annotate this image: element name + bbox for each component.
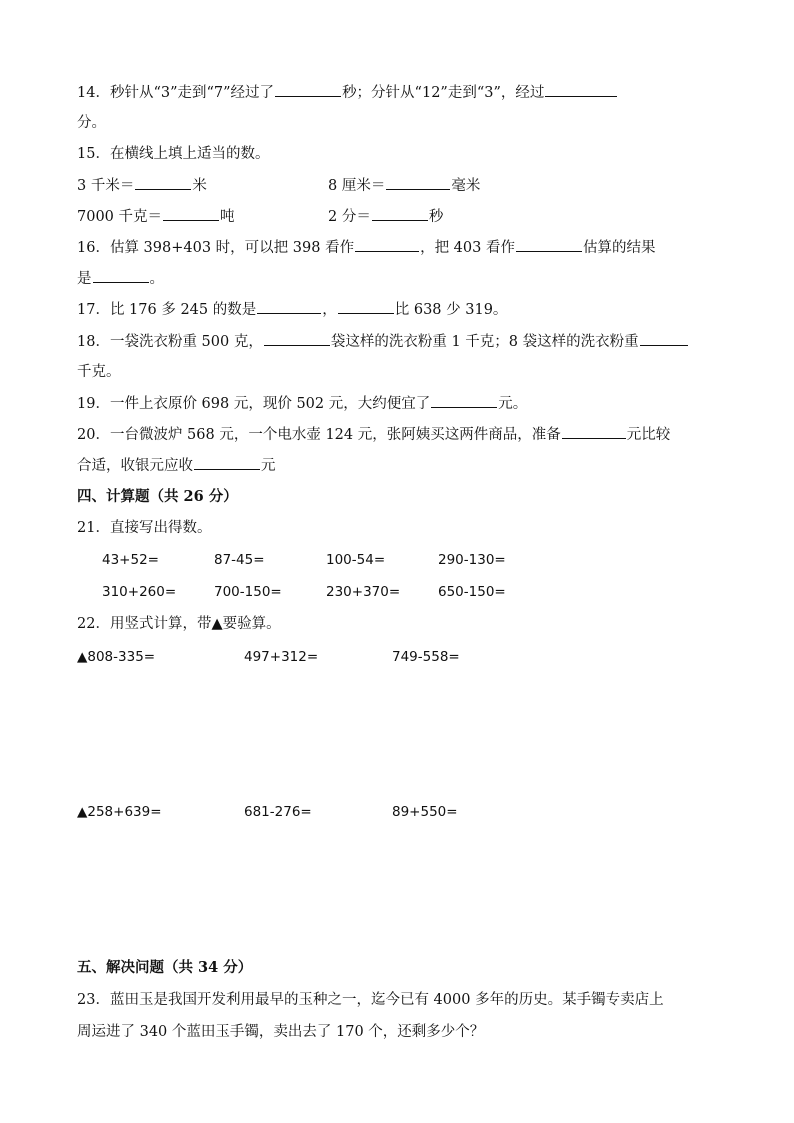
answer-blank[interactable] — [93, 268, 149, 283]
q21-expression: 87-45= — [214, 552, 265, 568]
question-19 — [77, 393, 527, 414]
question-19-text-b: 元。 — [498, 396, 528, 412]
question-14-text-c: 分。 — [77, 115, 106, 131]
question-16-text-b: ，把 403 看作 — [420, 240, 515, 256]
q21-expression: 650-150= — [438, 584, 506, 600]
question-15-r2a-pre: 7000 千克＝ — [77, 209, 163, 225]
question-14-text-b: 秒；分针从“12”走到“3”，经过 — [342, 85, 545, 101]
question-18-text-a: 18．一袋洗衣粉重 500 克， — [77, 334, 263, 350]
question-15-row-1b — [328, 175, 480, 196]
q22-expression: 749-558= — [392, 649, 460, 665]
question-15-r1a-pre: 3 千米＝ — [77, 178, 135, 194]
answer-blank[interactable] — [163, 206, 219, 221]
question-17-text-a: 17．比 176 多 245 的数是 — [77, 302, 257, 318]
question-15-r2b-post: 秒 — [428, 209, 444, 225]
answer-blank[interactable] — [264, 331, 330, 346]
question-20-text-c: 合适，收银元应收 — [77, 458, 193, 474]
question-16-text-a: 16．估算 398+403 时，可以把 398 看作 — [77, 240, 355, 256]
question-17-text-c: 比 638 少 319。 — [394, 302, 508, 318]
answer-blank[interactable] — [194, 455, 260, 470]
section-5-heading: 五、解决问题（共 34 分） — [77, 959, 253, 976]
question-15-r1a-post: 米 — [192, 178, 207, 194]
question-15-text: 15．在横线上填上适当的数。 — [77, 146, 270, 162]
question-20-line-2 — [77, 455, 276, 476]
question-20-text-b: 元比较 — [626, 427, 671, 443]
question-23-line-2: 周运进了 340 个蓝田玉手镯，卖出去了 170 个，还剩多少个？ — [77, 1024, 485, 1040]
question-14-text-a: 14．秒针从“3”走到“7”经过了 — [77, 85, 275, 101]
answer-blank[interactable] — [516, 237, 582, 252]
q22-expression: ▲258+639= — [77, 804, 162, 820]
section-4-heading: 四、计算题（共 26 分） — [77, 488, 238, 505]
q22-expression: 89+550= — [392, 804, 458, 820]
question-21-title: 21．直接写出得数。 — [77, 520, 212, 536]
q22-expression: ▲808-335= — [77, 649, 156, 665]
question-16-text-c: 估算的结果 — [582, 240, 656, 256]
question-22-title: 22．用竖式计算，带▲要验算。 — [77, 616, 281, 632]
answer-blank[interactable] — [545, 82, 617, 97]
answer-blank[interactable] — [257, 299, 321, 314]
question-14-line-2 — [77, 113, 106, 133]
q21-expression: 100-54= — [326, 552, 386, 568]
question-15-row-2a — [77, 206, 235, 227]
q21-expression: 230+370= — [326, 584, 401, 600]
question-18-text-c: 千克。 — [77, 364, 121, 380]
question-15-r1b-pre: 8 厘米＝ — [328, 178, 386, 194]
question-15-r2b-pre: 2 分＝ — [328, 209, 371, 225]
q21-expression: 310+260= — [102, 584, 177, 600]
question-18-text-b: 袋这样的洗衣粉重 1 千克；8 袋这样的洗衣粉重 — [330, 334, 639, 350]
question-18-line-2 — [77, 362, 121, 382]
answer-blank[interactable] — [386, 175, 450, 190]
answer-blank[interactable] — [372, 206, 428, 221]
question-15-r1b-post: 毫米 — [451, 178, 481, 194]
question-16-line-1 — [77, 237, 655, 258]
question-20-text-a: 20．一台微波炉 568 元，一个电水壶 124 元，张阿姨买这两件商品，准备 — [77, 427, 561, 443]
answer-blank[interactable] — [135, 175, 191, 190]
q21-expression: 700-150= — [214, 584, 282, 600]
question-15-title — [77, 144, 269, 164]
q22-expression: 497+312= — [244, 649, 319, 665]
answer-blank[interactable] — [338, 299, 394, 314]
question-15-r2a-post: 吨 — [220, 209, 235, 225]
answer-blank[interactable] — [275, 82, 341, 97]
question-23-line-1: 23．蓝田玉是我国开发利用最早的玉种之一，迄今已有 4000 多年的历史。某手镯专卖店上 — [77, 992, 664, 1008]
question-16-line-2 — [77, 268, 164, 289]
question-14-line-1 — [77, 82, 618, 103]
question-20-text-d: 元 — [261, 458, 276, 474]
q21-expression: 290-130= — [438, 552, 506, 568]
question-20-line-1 — [77, 424, 670, 445]
answer-blank[interactable] — [431, 393, 497, 408]
question-18-line-1 — [77, 331, 689, 352]
answer-blank[interactable] — [355, 237, 419, 252]
answer-blank[interactable] — [562, 424, 626, 439]
question-15-row-2b — [328, 206, 443, 227]
q22-expression: 681-276= — [244, 804, 312, 820]
question-16-text-e: 。 — [149, 271, 164, 287]
q21-expression: 43+52= — [102, 552, 159, 568]
question-17-text-b: ， — [322, 302, 337, 318]
answer-blank[interactable] — [640, 331, 688, 346]
question-19-text-a: 19．一件上衣原价 698 元，现价 502 元，大约便宜了 — [77, 396, 431, 412]
question-16-text-d: 是 — [77, 271, 92, 287]
question-15-row-1a — [77, 175, 207, 196]
question-17 — [77, 299, 507, 320]
